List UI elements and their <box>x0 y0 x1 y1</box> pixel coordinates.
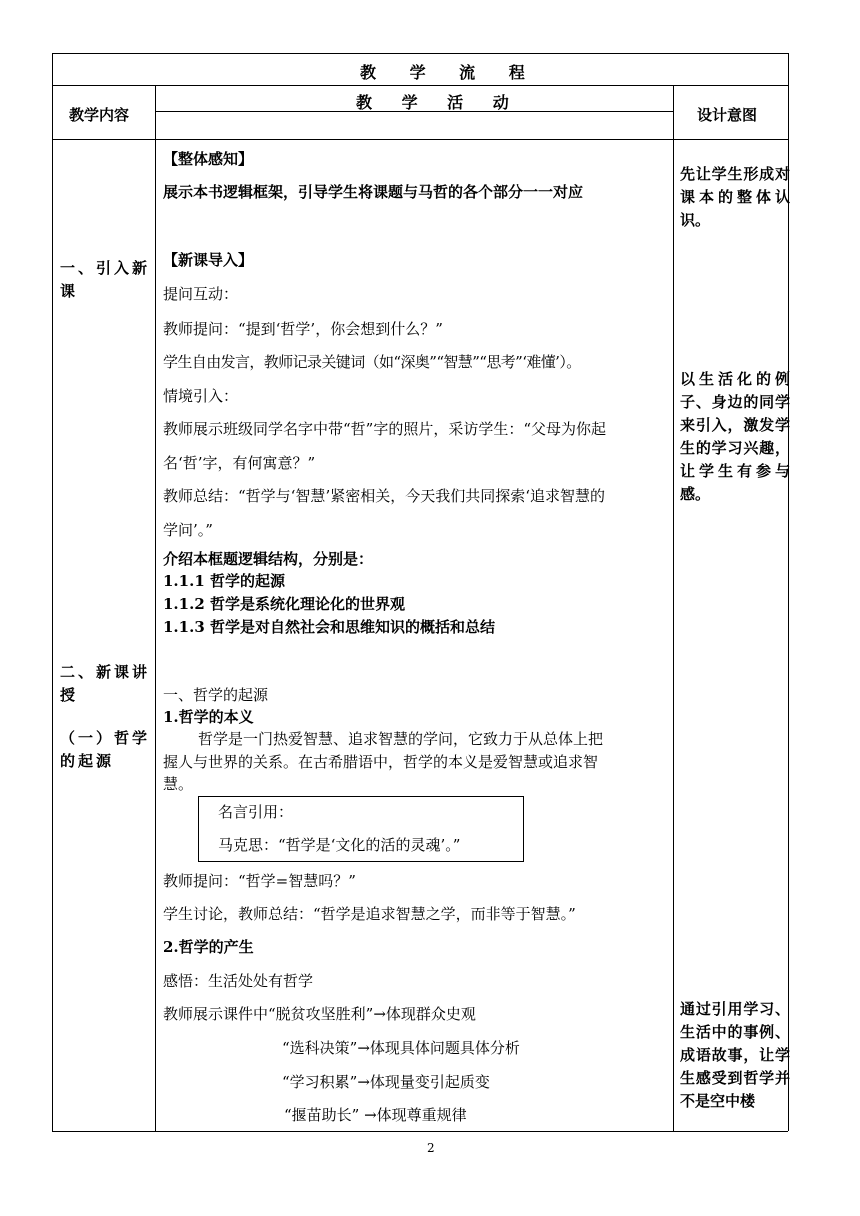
table-bottom-border <box>52 1131 788 1132</box>
intro-tag: 【新课导入】 <box>163 251 254 269</box>
column-divider-1 <box>155 85 156 1131</box>
example-line-1: “选科决策”→体现具体问题具体分析 <box>282 1039 520 1057</box>
intent-note-1: 先让学生形成对课本的整体认识。 <box>680 165 790 229</box>
structure-item-3: 1.1.3 哲学是对自然社会和思维知识的概括和总结 <box>163 618 495 636</box>
column-divider-2 <box>673 85 674 1131</box>
teacher-question-2: 教师提问：“哲学=智慧吗？” <box>163 872 356 890</box>
meaning-line-1: 哲学是一门热爱智慧、追求智慧的学问，它致力于从总体上把 <box>198 730 604 748</box>
section-new-label-1: 二、新课讲 <box>60 663 151 681</box>
teacher-question-1: 教师提问：“提到‘哲学’，你会想到什么？” <box>163 320 443 338</box>
section-new-label-2: 授 <box>60 686 79 704</box>
subsection-origin-label-1: （一）哲学 <box>60 729 151 747</box>
header-row-border <box>52 139 788 140</box>
quote-text: 马克思：“哲学是‘文化的活的灵魂’。” <box>218 836 461 854</box>
origin-heading: 一、哲学的起源 <box>163 686 269 704</box>
column-header-intent: 设计意图 <box>697 106 758 124</box>
meaning-line-3: 慧。 <box>163 775 194 793</box>
meaning-heading: 1.哲学的本义 <box>163 708 254 726</box>
table-title: 教 学 流 程 <box>360 63 539 82</box>
column-header-activity: 教 学 活 动 <box>356 93 521 112</box>
intent-note-2: 以生活化的例子、身边的同学来引入，激发学生的学习兴趣，让学生有参与感。 <box>680 370 790 503</box>
student-discuss: 学生讨论，教师总结：“哲学是追求智慧之学，而非等于智慧。” <box>163 905 576 923</box>
intent-note-3: 通过引用学习、生活中的事例、成语故事，让学生感受到哲学并不是空中楼 <box>680 1000 790 1110</box>
scenario-intro: 情境引入： <box>163 387 239 405</box>
subsection-origin-label-2: 的起源 <box>60 752 115 770</box>
quote-label: 名言引用： <box>218 803 294 821</box>
overall-text: 展示本书逻辑框架，引导学生将课题与马哲的各个部分一一对应 <box>163 183 584 201</box>
structure-intro: 介绍本框题逻辑结构，分别是： <box>163 550 374 568</box>
teacher-summary-line-2: 学问’。” <box>163 521 213 539</box>
example-line-3: “揠苗助长” →体现尊重规律 <box>284 1106 467 1124</box>
teacher-summary-line-1: 教师总结：“哲学与‘智慧’紧密相关，今天我们共同探索‘追求智慧的 <box>163 487 605 505</box>
section-intro-label-1: 一、引入新 <box>60 259 151 277</box>
courseware-line: 教师展示课件中“脱贫攻坚胜利”→体现群众史观 <box>163 1005 476 1023</box>
structure-item-2: 1.1.2 哲学是系统化理论化的世界观 <box>163 595 405 613</box>
question-interact: 提问互动： <box>163 285 239 303</box>
student-free-speech: 学生自由发言，教师记录关键词（如“深奥”“智慧”“思考”‘难懂’）。 <box>163 353 581 371</box>
overall-tag: 【整体感知】 <box>163 150 254 168</box>
origin2-heading: 2.哲学的产生 <box>163 938 254 956</box>
section-intro-label-2: 课 <box>60 282 79 300</box>
example-line-2: “学习积累”→体现量变引起质变 <box>282 1073 490 1091</box>
show-photo-line-1: 教师展示班级同学名字中带“哲”字的照片，采访学生：“父母为你起 <box>163 420 607 438</box>
page-number: 2 <box>427 1141 435 1155</box>
show-photo-line-2: 名‘哲’字，有何寓意？” <box>163 454 316 472</box>
column-header-content: 教学内容 <box>69 106 130 124</box>
feel-line: 感悟：生活处处有哲学 <box>163 972 314 990</box>
table-top-border <box>52 53 788 54</box>
structure-item-1: 1.1.1 哲学的起源 <box>163 572 285 590</box>
table-left-border <box>52 53 53 1131</box>
meaning-line-2: 握人与世界的关系。在古希腊语中，哲学的本义是爱智慧或追求智 <box>163 753 599 771</box>
title-row-border <box>52 85 788 86</box>
